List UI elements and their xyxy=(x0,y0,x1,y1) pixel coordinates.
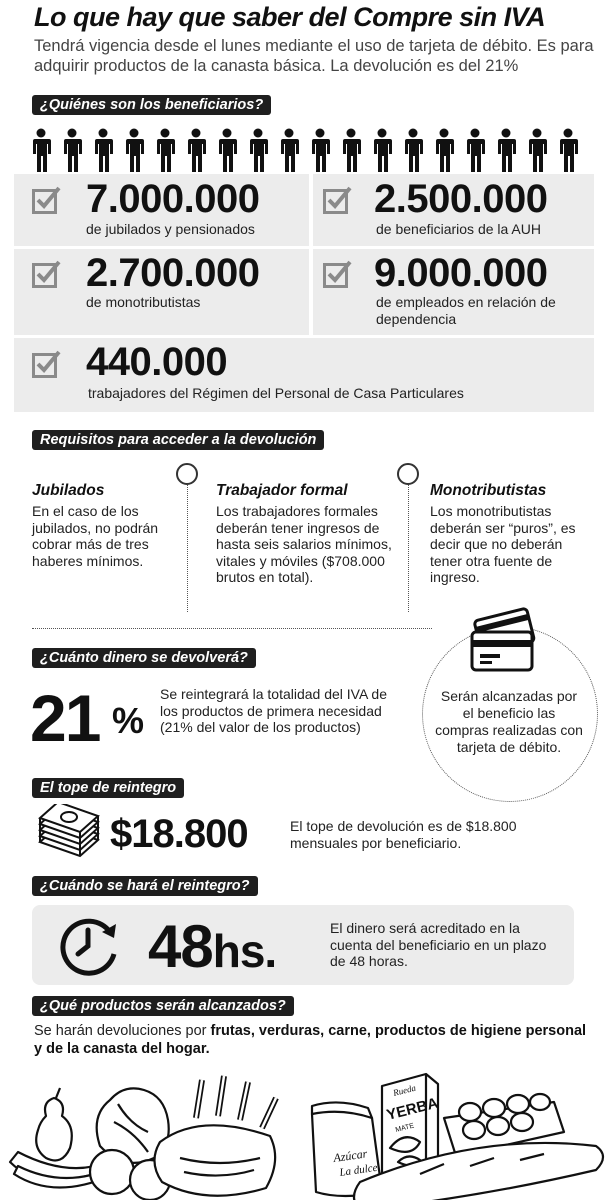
section-heading-cap: El tope de reintegro xyxy=(32,778,184,798)
clock-icon xyxy=(54,914,124,976)
checkbox-icon xyxy=(32,186,62,214)
timing-text: El dinero será acreditado en la cuenta del beneficiario en un plazo de 48 horas. xyxy=(330,920,547,969)
timing-hours xyxy=(148,912,276,981)
stat-label: de monotributistas xyxy=(86,294,201,310)
requirement-text: Los monotributistas deberán ser “puros”, es decir que no deberán tener otra fuente de ingreso. xyxy=(430,503,576,585)
products-text xyxy=(34,1022,594,1058)
checkbox-icon xyxy=(323,260,353,288)
stat-number: 9.000.000 xyxy=(374,251,548,295)
requirement-title: Trabajador formal xyxy=(216,482,348,499)
pear-icon xyxy=(36,1098,72,1160)
page-subtitle: Tendrá vigencia desde el lunes mediante el uso de tarjeta de débito. Es para adquirir productos de la canasta básica. La devolución es del 21% xyxy=(34,37,594,75)
requirement-text: Los trabajadores formales deberán tener ingresos de hasta seis salarios mínimos, vitales y móviles ($708.000 brutos en total). xyxy=(216,503,392,585)
section-heading-products: ¿Qué productos serán alcanzados? xyxy=(32,996,294,1016)
column-divider xyxy=(187,474,188,612)
cap-text: El tope de devolución es de $18.800 mensuales por beneficiario. xyxy=(290,818,517,851)
food-illustration xyxy=(0,1062,609,1200)
page-title: Lo que hay que saber del Compre sin IVA xyxy=(34,2,546,32)
checkbox-icon xyxy=(323,186,353,214)
sugar-sublabel: La dulce xyxy=(338,1161,379,1179)
hours-number: 48 xyxy=(148,913,213,980)
card-note-text: Serán alcanzadas por el beneficio las compras realizadas con tarjeta de débito. xyxy=(435,688,583,755)
section-heading-timing: ¿Cuándo se hará el reintegro? xyxy=(32,876,258,896)
yerba-sublabel: MATE xyxy=(394,1122,415,1134)
requirement-title: Monotributistas xyxy=(430,482,547,499)
orange-icon xyxy=(90,1150,134,1194)
money-stack-icon xyxy=(36,804,102,860)
stat-label: de jubilados y pensionados xyxy=(86,221,255,237)
section-heading-requirements: Requisitos para acceder a la devolución xyxy=(32,430,324,450)
section-heading-refund: ¿Cuánto dinero se devolverá? xyxy=(32,648,256,668)
divider-ring-icon xyxy=(397,463,419,485)
requirement-text: En el caso de los jubilados, no podrán cobrar más de tres haberes mínimos. xyxy=(32,503,159,569)
stat-number: 440.000 xyxy=(86,340,228,384)
stat-number: 2.500.000 xyxy=(374,177,548,221)
products-items: frutas, verduras, carne, productos de higiene personal y de la canasta del hogar. xyxy=(34,1023,587,1057)
checkbox-icon xyxy=(32,260,62,288)
sugar-label: Azúcar xyxy=(332,1146,369,1165)
section-divider xyxy=(32,628,432,629)
hours-unit: hs. xyxy=(212,925,277,977)
stat-number: 2.700.000 xyxy=(86,251,260,295)
yerba-label: YERBA xyxy=(384,1094,440,1124)
refund-percent-sign: % xyxy=(112,700,145,741)
meat-ribs-icon xyxy=(154,1076,276,1196)
cap-amount: $18.800 xyxy=(110,812,248,856)
section-heading-beneficiaries: ¿Quiénes son los beneficiarios? xyxy=(32,95,271,115)
person-icons xyxy=(33,129,578,173)
products-intro: Se harán devoluciones por xyxy=(34,1023,207,1039)
checkbox-icon xyxy=(32,350,62,378)
refund-percent: 21 xyxy=(30,681,100,755)
refund-text: Se reintegrará la totalidad del IVA de los productos de primera necesidad (21% del valor de los productos) xyxy=(160,686,388,735)
stat-label: de beneficiarios de la AUH xyxy=(376,221,541,237)
people-icons-row xyxy=(30,128,594,174)
stat-label: trabajadores del Régimen del Personal de Casa Particulares xyxy=(88,385,464,401)
stat-label: de empleados en relación de dependencia xyxy=(376,294,556,327)
divider-ring-icon xyxy=(176,463,198,485)
column-divider xyxy=(408,474,409,612)
credit-card-icon xyxy=(466,606,546,678)
stat-number: 7.000.000 xyxy=(86,177,260,221)
requirement-title: Jubilados xyxy=(32,482,105,499)
yerba-brand-label: Rueda xyxy=(392,1082,417,1098)
